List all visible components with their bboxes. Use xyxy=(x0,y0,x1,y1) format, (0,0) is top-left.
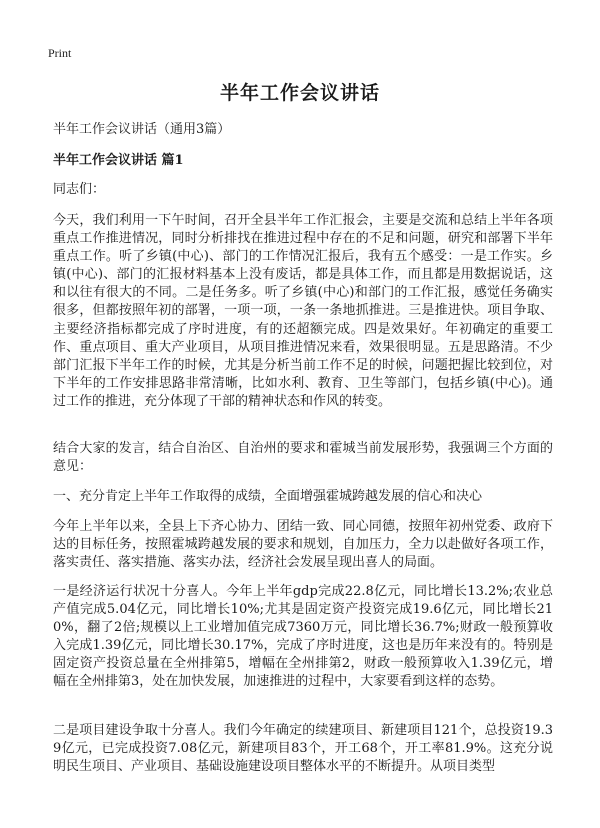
paragraph-half-year-summary: 今年上半年以来，全县上下齐心协力、团结一致、同心同德，按照年初州党委、政府下达的目标任务，按照霍城跨越发展的要求和规划，自加压力，全力以赴做好各项工作，落实责任、落实措施、落实办法，经济社会发展呈现出喜人的局面。 xyxy=(53,519,553,571)
document-subtitle: 半年工作会议讲话（通用3篇） xyxy=(53,122,231,137)
paragraph-projects: 二是项目建设争取十分喜人。我们今年确定的续建项目、新建项目121个，总投资19.39亿元，已完成投资7.08亿元，新建项目83个，开工68个，开工率81.9%。这充分说明民生项目、产业项目、基础设施建设项目整体水平的不断提升。从项目类型 xyxy=(53,723,553,775)
paragraph-heading-one: 一、充分肯定上半年工作取得的成绩，全面增强霍城跨越发展的信心和决心 xyxy=(53,489,483,504)
print-link[interactable]: Print xyxy=(48,46,72,60)
paragraph-opening: 今天，我们利用一下午时间，召开全县半年工作汇报会，主要是交流和总结上半年各项重点工作推进情况，同时分析排找在推进过程中存在的不足和问题，研究和部署下半年重点工作。听了乡镇(中心)、部门的工作情况汇报后，我有五个感受：一是工作实。乡镇(中心)、部门的汇报材料基本上没有废话，都是具体工作，而且都是用数据说话，这和以往有很大的不同。二是任务多。听了乡镇(中心)和部门的工作汇报，感觉任务确实很多，但都按照年初的部署，一项一项，一条一条地抓推进。三是推进快。项目争取、主要经济指标都完成了序时进度，有的还超额完成。四是效果好。年初确定的重要工作、重点项目、重大产业项目，从项目推进情况来看，效果很明显。五是思路清。不少部门汇报下半年工作的时候，尤其是分析当前工作不足的时候，问题把握比较到位，对下半年的工作安排思路非常清晰，比如水利、教育、卫生等部门，包括乡镇(中心)。通过工作的推进，充分体现了干部的精神状态和作风的转变。 xyxy=(53,213,553,409)
paragraph-intro-opinions: 结合大家的发言，结合自治区、自治州的要求和霍城当前发展形势，我强调三个方面的意见： xyxy=(53,441,553,475)
section-heading: 半年工作会议讲话 篇1 xyxy=(53,153,184,168)
paragraph-economy: 一是经济运行状况十分喜人。今年上半年gdp完成22.8亿元，同比增长13.2%;农业总产值完成5.04亿元，同比增长10%;尤其是固定资产投资完成19.6亿元，同比增长210%，翻了2倍;规模以上工业增加值完成7360万元，同比增长36.7%;财政一般预算收入完成1.39亿元，同比增长30.17%，完成了序时进度，这也是历年来没有的。特别是固定资产投资总量在全州排第5，增幅在全州排第2，财政一般预算收入1.39亿元，增幅在全州排第3，处在加快发展，加速推进的过程中，大家要看到这样的态势。 xyxy=(53,584,553,690)
page-title: 半年工作会议讲话 xyxy=(219,82,380,104)
greeting-line: 同志们： xyxy=(53,182,106,197)
